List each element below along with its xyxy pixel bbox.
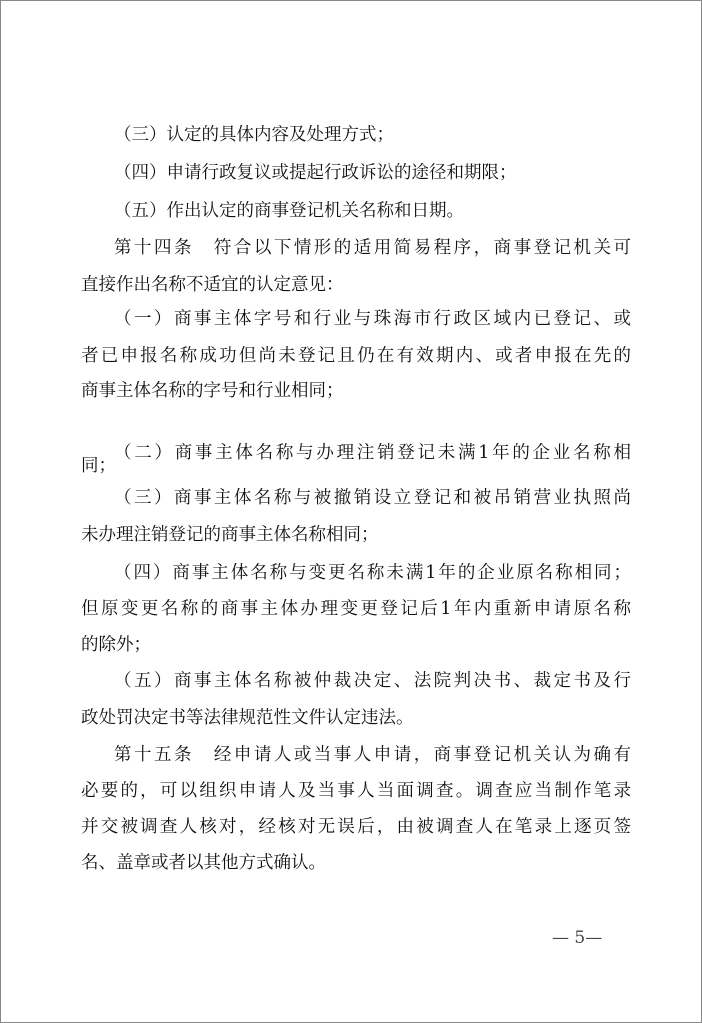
text-line: （二）商事主体名称与办理注销登记未满1年的企业名称相	[114, 443, 631, 463]
text-line: （一）商事主体字号和行业与珠海市行政区域内已登记、或	[114, 309, 631, 329]
text-line: （五）商事主体名称被仲裁决定、法院判决书、裁定书及行	[114, 671, 631, 691]
text-line: 第十四条 符合以下情形的适用简易程序，商事登记机关可	[114, 238, 631, 258]
text-line: 第十五条 经申请人或当事人申请，商事登记机关认为确有	[114, 745, 631, 765]
text-line: （四）申请行政复议或提起行政诉讼的途径和期限；	[114, 163, 517, 183]
text-line: 商事主体名称的字号和行业相同；	[81, 381, 344, 401]
text-line: 必要的，可以组织申请人及当事人当面调查。调查应当制作笔录	[81, 781, 631, 801]
text-line: 政处罚决定书等法律规范性文件认定违法。	[81, 708, 414, 728]
text-line: （三）商事主体名称与被撤销设立登记和被吊销营业执照尚	[114, 488, 631, 508]
text-line: （五）作出认定的商事登记机关名称和日期。	[114, 201, 464, 221]
text-line: 者已申报名称成功但尚未登记且仍在有效期内、或者申报在先的	[81, 346, 631, 366]
text-line: 同；	[81, 456, 116, 476]
text-line: 并交被调查人核对，经核对无误后，由被调查人在笔录上逐页签	[81, 817, 631, 837]
text-line: （四）商事主体名称与变更名称未满1年的企业原名称相同；	[114, 563, 631, 583]
text-line: 名、盖章或者以其他方式确认。	[81, 853, 326, 873]
page-number: — 5—	[552, 928, 603, 948]
text-line: 的除外；	[81, 635, 151, 655]
text-line: （三）认定的具体内容及处理方式；	[114, 125, 394, 145]
text-line: 未办理注销登记的商事主体名称相同；	[81, 525, 379, 545]
text-line: 但原变更名称的商事主体办理变更登记后1年内重新申请原名称	[81, 599, 631, 619]
text-line: 直接作出名称不适宜的认定意见：	[81, 275, 344, 295]
